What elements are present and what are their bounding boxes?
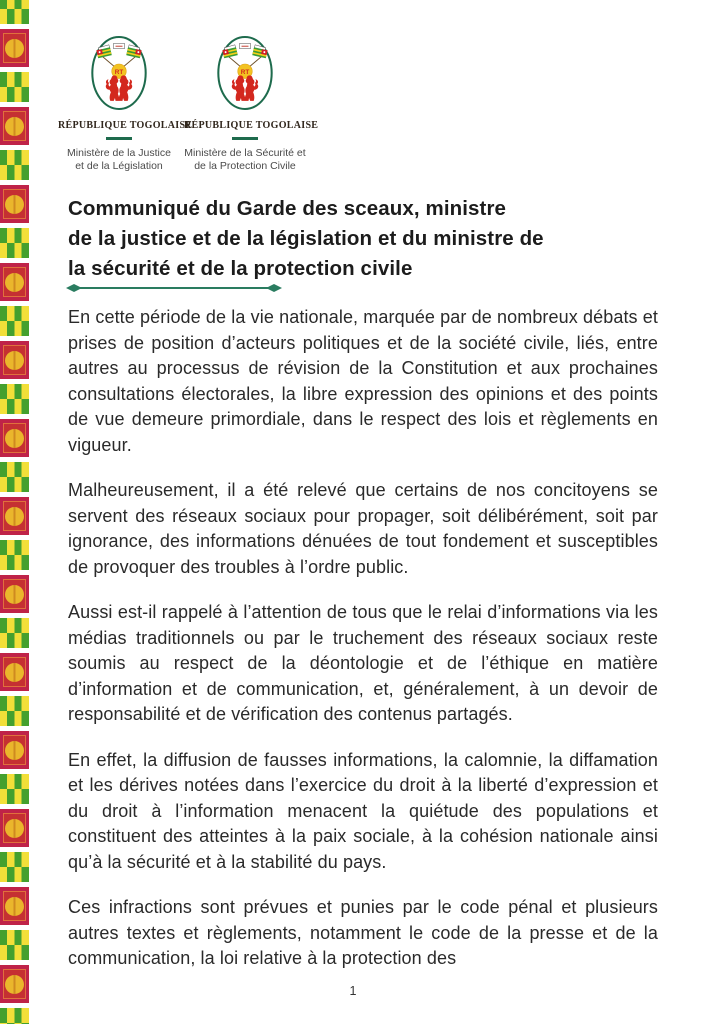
kente-emblem-icon <box>5 507 24 526</box>
kente-green-block <box>0 228 29 258</box>
ministry-name-line: de la Protection Civile <box>194 160 296 172</box>
strip-unit <box>0 384 29 457</box>
kente-green-block <box>0 618 29 648</box>
kente-emblem-icon <box>5 975 24 994</box>
kente-emblem-icon <box>5 429 24 448</box>
kente-green-block <box>0 150 29 180</box>
strip-unit <box>0 462 29 535</box>
paragraph: En cette période de la vie nationale, marquée par de nombreux débats et prises de position d’acteurs politiques et de la société civile, liés, entre autres au processus de révision de la Constitution et aux prochaines consultations électorales, la libre expression des opinions et des points de vue demeure primordiale, dans le respect des lois et règlements en vigueur. <box>68 307 658 455</box>
kente-emblem-icon <box>5 351 24 370</box>
kente-green-block <box>0 1008 29 1024</box>
strip-unit <box>0 0 29 67</box>
emblem-initials: RT <box>114 68 124 76</box>
kente-green-block <box>0 384 29 414</box>
kente-red-block <box>0 575 29 613</box>
kente-red-block <box>0 341 29 379</box>
kente-green-block <box>0 696 29 726</box>
emblem-initials: RT <box>240 68 250 76</box>
letterhead <box>58 34 319 173</box>
title-line: la sécurité et de la protection civile <box>68 257 413 280</box>
page-title <box>68 194 544 284</box>
kente-emblem-icon <box>5 663 24 682</box>
strip-unit <box>0 618 29 691</box>
paragraph: Ces infractions sont prévues et punies par le code pénal et plusieurs autres textes et règlements, notamment le code de la presse et de la communication, la loi relative à la protection des <box>68 897 658 968</box>
kente-red-block <box>0 809 29 847</box>
strip-unit <box>0 1008 29 1024</box>
paragraph: Malheureusement, il a été relevé que certains de nos concitoyens se servent des réseaux sociaux pour propager, soit délibérément, soit par ignorance, des informations dénuées de tout fondement et susceptibles de provoquer des troubles à l’ordre public. <box>68 480 658 577</box>
kente-green-block <box>0 462 29 492</box>
green-rule <box>232 137 258 140</box>
togo-coat-of-arms-icon <box>216 34 274 112</box>
ministry-name-line: Ministère de la Justice <box>67 147 171 159</box>
kente-emblem-icon <box>5 897 24 916</box>
title-divider <box>70 287 278 289</box>
kente-red-block <box>0 653 29 691</box>
communique-body <box>68 305 658 992</box>
ministry-name-line: et de la Législation <box>75 160 163 172</box>
strip-unit <box>0 72 29 145</box>
strip-unit <box>0 540 29 613</box>
title-line: Communiqué du Garde des sceaux, ministre <box>68 197 507 220</box>
kente-emblem-icon <box>5 39 24 58</box>
republic-label: RÉPUBLIQUE TOGOLAISE <box>58 120 193 131</box>
strip-unit <box>0 150 29 223</box>
kente-emblem-icon <box>5 585 24 604</box>
kente-emblem-icon <box>5 273 24 292</box>
kente-green-block <box>0 930 29 960</box>
strip-unit <box>0 696 29 769</box>
kente-border-strip <box>0 0 29 1024</box>
ministry-justice-block <box>58 34 193 173</box>
kente-red-block <box>0 497 29 535</box>
kente-emblem-icon <box>5 819 24 838</box>
kente-red-block <box>0 419 29 457</box>
strip-unit <box>0 306 29 379</box>
kente-emblem-icon <box>5 117 24 136</box>
kente-red-block <box>0 185 29 223</box>
kente-green-block <box>0 306 29 336</box>
green-rule <box>106 137 132 140</box>
kente-green-block <box>0 540 29 570</box>
republic-label: RÉPUBLIQUE TOGOLAISE <box>184 120 319 131</box>
kente-green-block <box>0 0 29 24</box>
strip-unit <box>0 930 29 1003</box>
kente-green-block <box>0 852 29 882</box>
kente-red-block <box>0 887 29 925</box>
ministry-name-line: Ministère de la Sécurité et <box>184 147 306 159</box>
title-line: de la justice et de la législation et du ministre de <box>68 227 544 250</box>
kente-red-block <box>0 263 29 301</box>
kente-green-block <box>0 774 29 804</box>
kente-red-block <box>0 731 29 769</box>
kente-emblem-icon <box>5 741 24 760</box>
kente-emblem-icon <box>5 195 24 214</box>
kente-green-block <box>0 72 29 102</box>
strip-unit <box>0 228 29 301</box>
paragraph: En effet, la diffusion de fausses informations, la calomnie, la diffamation et les dérives notées dans l’exercice du droit à la liberté d’expression et du droit à l’information menacent la quiétude des populations et constituent des atteintes à la paix sociale, à la cohésion nationale ainsi qu’à la sécurité et à la stabilité du pays. <box>68 749 658 872</box>
strip-unit <box>0 774 29 847</box>
togo-coat-of-arms-icon <box>90 34 148 112</box>
page-number: 1 <box>349 984 357 998</box>
kente-red-block <box>0 107 29 145</box>
kente-red-block <box>0 29 29 67</box>
kente-red-block <box>0 965 29 1003</box>
paragraph: Aussi est-il rappelé à l’attention de tous que le relai d’informations via les médias traditionnels ou par le truchement des réseaux sociaux reste soumis au respect de la déontologie et de l’éthique en matière d’information et de communication, et, généralement, à un devoir de responsabilité et de vérification des contenus partagés. <box>68 602 658 724</box>
strip-unit <box>0 852 29 925</box>
ministry-security-block <box>184 34 319 173</box>
